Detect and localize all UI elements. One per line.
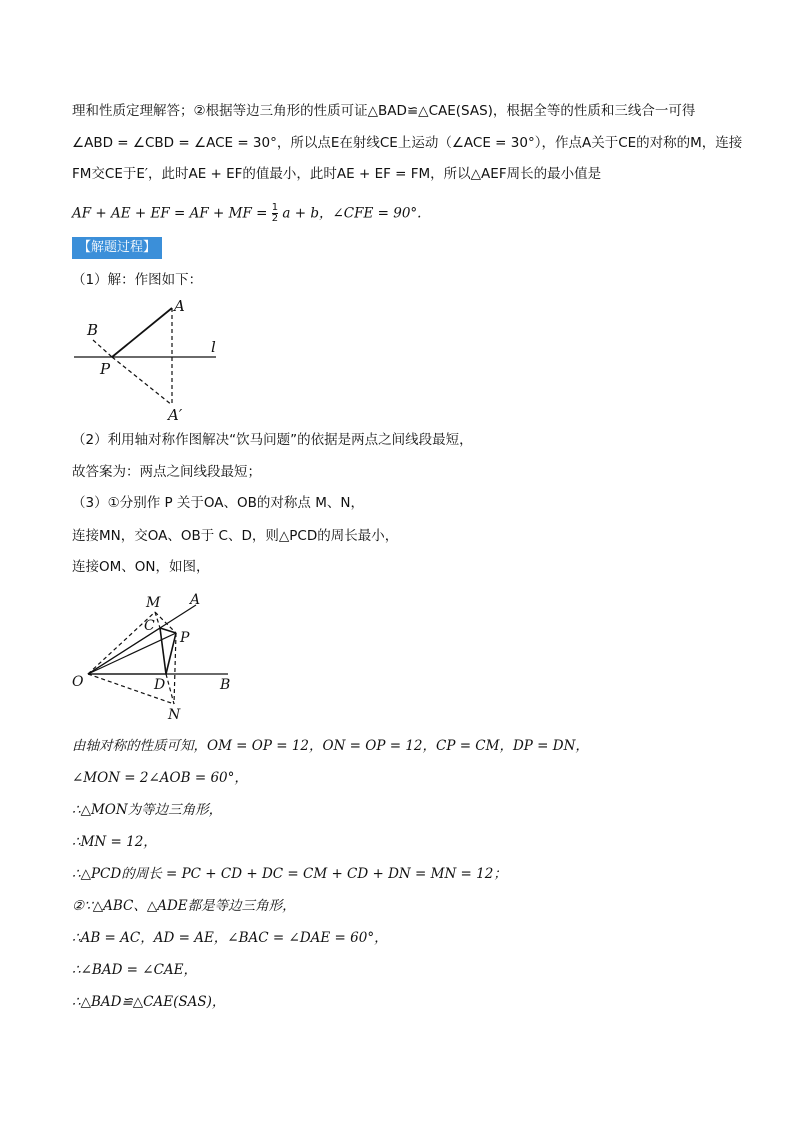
label-O: O	[72, 674, 84, 690]
proof-line-8: ∴∠BAD = ∠CAE，	[72, 962, 198, 978]
part3-line-2: 连接MN，交OA、OB于 C、D，则△PCD的周长最小，	[72, 528, 399, 544]
segment-BP	[93, 340, 112, 357]
segment-PA-prime	[112, 357, 172, 405]
part2-line-1: （2）利用轴对称作图解决“饮马问题”的依据是两点之间线段最短，	[72, 432, 473, 448]
segment-OC	[88, 628, 160, 674]
label-B: B	[220, 677, 231, 693]
intro-line-3: FM交CE于E′，此时AE + EF的值最小，此时AE + EF = FM，所以△AEF周长的最小值是	[72, 166, 602, 182]
proof-line-4: ∴MN = 12，	[72, 834, 157, 850]
formula-right: a + b，∠CFE = 90°.	[282, 205, 422, 222]
proof-line-9: ∴△BAD≌△CAE(SAS)，	[72, 994, 226, 1010]
fraction-half	[272, 203, 278, 224]
fraction-numerator: 1	[271, 202, 279, 213]
formula-left: AF + AE + EF = AF + MF =	[72, 205, 272, 222]
label-N: N	[168, 707, 181, 723]
label-l: l	[211, 338, 216, 356]
segment-DN	[166, 674, 174, 704]
fraction-denominator: 2	[271, 213, 279, 224]
intro-line-1: 理和性质定理解答；②根据等边三角形的性质可证△BAD≌△CAE(SAS)，根据全等的性质和三线合一可得	[72, 103, 696, 119]
label-A: A	[174, 297, 185, 315]
segment-CD	[160, 628, 166, 674]
intro-line-4	[72, 203, 421, 224]
intro-line-2: ∠ABD = ∠CBD = ∠ACE = 30°，所以点E在射线CE上运动（∠ACE = 30°），作点A关于CE的对称的M，连接	[72, 135, 743, 151]
segment-NP	[174, 633, 176, 704]
label-A: A	[190, 592, 201, 608]
label-A-prime: A′	[168, 406, 183, 424]
label-M: M	[146, 595, 161, 611]
label-D: D	[154, 677, 166, 693]
proof-line-6: ②∵△ABC、△ADE都是等边三角形，	[72, 898, 296, 914]
segment-PA	[112, 308, 172, 357]
part2-line-2: 故答案为：两点之间线段最短；	[72, 464, 261, 480]
label-B: B	[87, 321, 99, 339]
proof-line-3: ∴△MON为等边三角形，	[72, 802, 223, 818]
section-badge: 【解题过程】	[72, 237, 162, 259]
label-C: C	[144, 618, 155, 634]
part3-line-1: （3）①分别作 P 关于OA、OB的对称点 M、N，	[72, 495, 364, 511]
figure-2	[62, 588, 252, 728]
segment-CP	[160, 628, 176, 633]
part3-line-3: 连接OM、ON，如图，	[72, 559, 210, 575]
figure-1	[60, 290, 240, 430]
label-P: P	[100, 360, 111, 378]
proof-line-2: ∠MON = 2∠AOB = 60°，	[72, 770, 248, 786]
proof-line-1: 由轴对称的性质可知，OM = OP = 12，ON = OP = 12，CP = CM，DP = DN，	[72, 738, 589, 754]
label-P: P	[180, 630, 190, 646]
segment-DP	[166, 633, 176, 674]
proof-line-5: ∴△PCD的周长 = PC + CD + DC = CM + CD + DN = MN = 12；	[72, 866, 507, 882]
part1-text: （1）解：作图如下：	[72, 272, 203, 288]
proof-line-7: ∴AB = AC，AD = AE，∠BAC = ∠DAE = 60°，	[72, 930, 388, 946]
